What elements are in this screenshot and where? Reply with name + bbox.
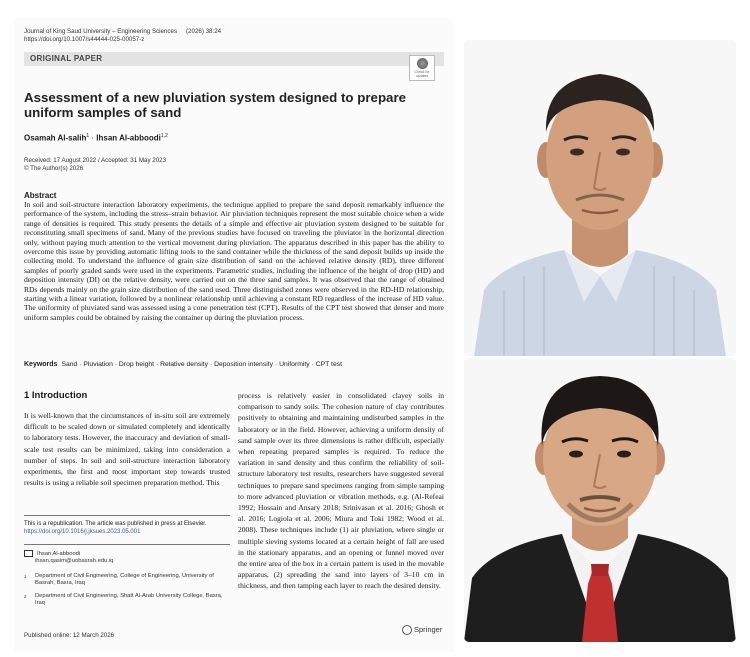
portrait-2-illustration [464, 358, 736, 642]
dates-block [24, 157, 166, 173]
author-photo-2 [464, 358, 736, 642]
check-updates-label: Check for updates [414, 70, 430, 78]
issue-number: (2026) 38:24 [186, 28, 222, 35]
paper-page [14, 18, 454, 652]
keywords-line [24, 361, 444, 368]
author-2-affil: 1,2 [160, 133, 168, 139]
journal-name: Journal of King Saud University – Engineering Sciences [24, 28, 178, 35]
abstract-heading: Abstract [24, 191, 57, 200]
author-1-affil: 1 [86, 133, 90, 139]
article-type: ORIGINAL PAPER [30, 54, 103, 63]
intro-column-1: It is well-known that the circumstances of in-situ soil are extremely difficult to be scaled down or simulated completely and identically to laboratory tests. However, the inaccuracy and deviation of small-scale test results can be minimized, taking into consideration a number of steps. In soil and soil-structure interaction laboratory experiments, the first and most important step towards trusted results is using a reliable soil specimen preparation method. This [24, 411, 230, 488]
received-accepted: Received: 17 August 2022 / Accepted: 31 May 2023 [24, 157, 167, 164]
doi-link: https://doi.org/10.1007/s44444-025-00057-z [24, 36, 145, 43]
check-updates-icon [417, 58, 428, 69]
publisher-logo [402, 625, 442, 635]
affiliation-2 [24, 593, 230, 607]
keywords-list: Sand · Pluviation · Drop height · Relative density · Deposition intensity · Uniformity · CPT test [61, 361, 343, 368]
aff2-number: 2 [24, 594, 27, 599]
footnote-divider-2 [24, 544, 230, 545]
copyright: © The Author(s) 2026 [24, 165, 84, 172]
journal-header [24, 28, 177, 44]
springer-horse-icon [402, 625, 412, 635]
abstract-text: In soil and soil-structure interaction laboratory experiments, the technique applied to prepare the sand deposit remarkably influence the performance of the system, including the stress–strain behavior. Air pluviation techniques represent the most suitable choice when a wide range of densities is required. This study presents the details of a simple and effective air pluviation system designed to be suitable for reconstituting small specimens of sand. Many of the previous studies have focused on traveling the pluviator in the horizontal direction only, without paying much attention to the vertical movement during pluviation. The apparatus described in this paper has the ability to overcome this issue by providing automatic lifting tools to the sand container while the thickness of the sand deposit builds up inside the collecting mold. To understand the influence of grain size distribution of sand on the achieved relative density (RD), three different samples of poorly graded sands were used in the experiments. Parametric studies, including the influence of the height of drop (HD) and deposition intensity (DI) on the relative density, were carried out on the three sand samples. It was observed that the range of obtained RDs depends mainly on the grain size distribution of the sand used. Three distinguished zones were observed in the RD-HD relationship, starting with a linear variation, followed by a nonlinear relationship until achieving a constant RD regardless of the increase of HD value. The uniformity of pluviated sand was assessed using a cone penetration test (CPT). Results of the CPT test showed that denser and more uniform samples could be obtained by raising the container up during the pluviation process. [24, 200, 444, 322]
repub-link[interactable]: https://doi.org/10.1016/j.jksues.2023.05.001 [24, 529, 141, 535]
article-type-banner [24, 52, 444, 66]
keywords-label: Keywords [24, 361, 58, 368]
published-date: Published online: 12 March 2026 [24, 632, 115, 639]
affiliation-1 [24, 573, 230, 587]
author-1: Osamah Al-salih [24, 133, 87, 143]
corr-name: Ihsan Al-abboodi [37, 551, 81, 558]
check-for-updates-badge [409, 55, 435, 81]
intro-column-2: process is relatively easier in consolidated clayey soils in comparison to sandy soils. The cohesion nature of clay contributes positively to obtaining and maintaining undisturbed samples in the laboratory or in the field. However, achieving a uniform density of sand sample over its three dimensions is rather difficult, especially when repeating prepared samples is required. To reduce the variation in sand density and thus confirm the reliability of soil-structure laboratory test results, researchers have suggested several techniques to prepare sand specimens ranging from simple tamping to more advanced pluviation or vibration methods, e.g. (Al-Refeai 1992; Hossain and Ansary 2018; Srinivasan et al. 2016; Ghosh et al. 2016; Logiola et al. 2006; Miura and Toki 1982; Wood et al. 2008). These techniques include (1) air pluviation, where single or multiple sieving systems located at a certain height of fall are used in the stationary apparatus, and an opening or funnel moved over the entire area of the box in a certain pattern is used in the movable apparatus, (2) spreading the sand into layers of 3–10 cm in thickness, and then tamping each layer to reach the desired density. [238, 391, 444, 591]
envelope-icon [24, 550, 33, 557]
corresponding-author [24, 550, 230, 565]
corr-email[interactable]: ihsan.qasim@uobasrah.edu.iq [35, 558, 114, 565]
aff1-text: Department of Civil Engineering, College of Engineering, University of Basrah, Basra, Iraq [35, 573, 214, 587]
section-heading: 1 Introduction [24, 390, 88, 401]
author-2: Ihsan Al-abboodi [96, 133, 161, 143]
repub-text: This is a republication. The article was published in press at Elsevier. [24, 521, 207, 527]
aff2-text: Department of Civil Engineering, Shatt Al-Arab University College, Basra, Iraq [35, 593, 223, 607]
author-photo-1 [464, 40, 736, 356]
footnote-divider [24, 515, 230, 516]
aff1-number: 1 [24, 574, 27, 579]
publisher-name: Springer [414, 625, 443, 634]
republication-note [24, 520, 230, 536]
paper-title: Assessment of a new pluviation system designed to prepare uniform samples of sand [24, 90, 407, 120]
portrait-1-illustration [464, 40, 736, 356]
author-line: Osamah Al-salih$^1$ · Ihsan Al-abboodi$^{1,2}$ [24, 133, 168, 143]
